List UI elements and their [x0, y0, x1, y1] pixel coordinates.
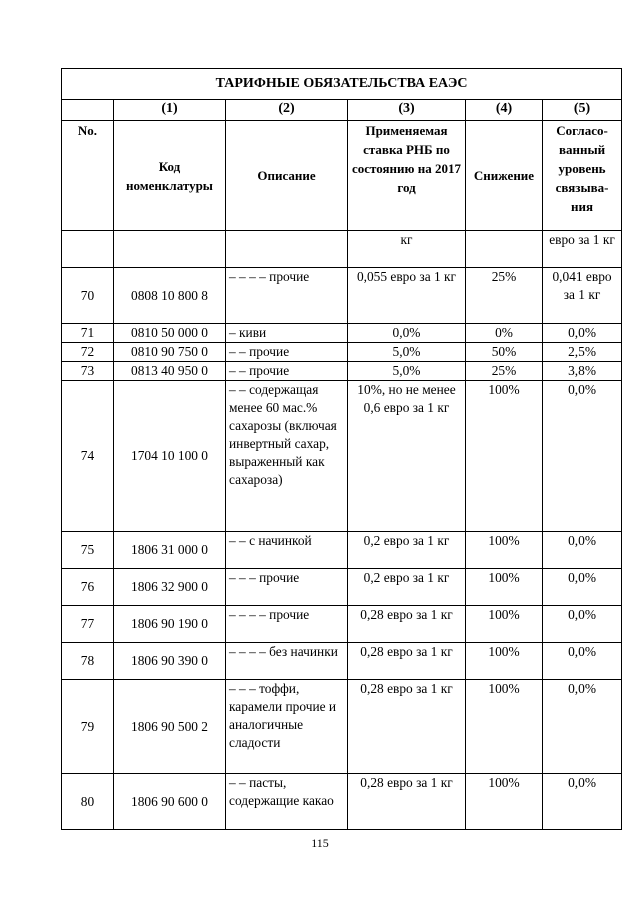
- cell-rate: 10%, но не менее 0,6 евро за 1 кг: [348, 381, 466, 532]
- cell-code: 0810 90 750 0: [114, 343, 226, 362]
- cell-no: 79: [62, 680, 114, 774]
- cell-bound: 0,0%: [543, 381, 622, 532]
- cell-desc: – – – – прочие: [226, 268, 348, 324]
- cell-bound: 0,041 евро за 1 кг: [543, 268, 622, 324]
- cell-no: 74: [62, 381, 114, 532]
- cell-reduction: 50%: [466, 343, 543, 362]
- cell-reduction: 100%: [466, 606, 543, 643]
- cell-reduction: 100%: [466, 643, 543, 680]
- cell-no: 76: [62, 569, 114, 606]
- cell-code: [114, 231, 226, 268]
- cell-no: 71: [62, 324, 114, 343]
- cell-bound: 0,0%: [543, 680, 622, 774]
- cell-code: 1806 90 190 0: [114, 606, 226, 643]
- cell-code: 1806 90 600 0: [114, 774, 226, 830]
- header-description: Описание: [226, 121, 348, 231]
- cell-code: 1704 10 100 0: [114, 381, 226, 532]
- cell-no: 75: [62, 532, 114, 569]
- cell-rate: 0,0%: [348, 324, 466, 343]
- continuation-row: [62, 231, 622, 268]
- column-number: (4): [466, 100, 543, 121]
- cell-code: 1806 31 000 0: [114, 532, 226, 569]
- page-number: 115: [311, 836, 329, 850]
- cell-rate: 0,2 евро за 1 кг: [348, 532, 466, 569]
- cell-bound: 3,8%: [543, 362, 622, 381]
- cell-bound: евро за 1 кг: [543, 231, 622, 268]
- cell-no: 70: [62, 268, 114, 324]
- cell-code: 0813 40 950 0: [114, 362, 226, 381]
- table-row: [62, 381, 622, 532]
- cell-reduction: 25%: [466, 362, 543, 381]
- cell-reduction: 100%: [466, 532, 543, 569]
- tariff-table: [61, 68, 622, 830]
- header-code: Код номенклатуры: [114, 121, 226, 231]
- cell-rate: кг: [348, 231, 466, 268]
- cell-no: 78: [62, 643, 114, 680]
- cell-reduction: [466, 231, 543, 268]
- table-row: [62, 774, 622, 830]
- table-row: [62, 606, 622, 643]
- title-row: [62, 69, 622, 100]
- header-row: [62, 121, 622, 231]
- cell-bound: 0,0%: [543, 324, 622, 343]
- cell-no: 72: [62, 343, 114, 362]
- cell-rate: 0,28 евро за 1 кг: [348, 680, 466, 774]
- cell-reduction: 100%: [466, 569, 543, 606]
- cell-rate: 0,28 евро за 1 кг: [348, 774, 466, 830]
- table-row: [62, 569, 622, 606]
- header-bound: Согласо-ванный уровень связыва-ния: [543, 121, 622, 231]
- cell-rate: 5,0%: [348, 362, 466, 381]
- cell-desc: – – – прочие: [226, 569, 348, 606]
- cell-rate: 0,28 евро за 1 кг: [348, 606, 466, 643]
- cell-desc: – – пасты, содержащие какао: [226, 774, 348, 830]
- cell-no: [62, 231, 114, 268]
- cell-desc: – – – – прочие: [226, 606, 348, 643]
- cell-desc: – – прочие: [226, 343, 348, 362]
- cell-code: 0808 10 800 8: [114, 268, 226, 324]
- cell-rate: 0,055 евро за 1 кг: [348, 268, 466, 324]
- cell-reduction: 100%: [466, 680, 543, 774]
- cell-desc: – – – – без начинки: [226, 643, 348, 680]
- column-number-empty: [62, 100, 114, 121]
- cell-reduction: 100%: [466, 381, 543, 532]
- cell-reduction: 100%: [466, 774, 543, 830]
- cell-no: 80: [62, 774, 114, 830]
- cell-rate: 5,0%: [348, 343, 466, 362]
- cell-desc: – – – тоффи, карамели прочие и аналогичные сладости: [226, 680, 348, 774]
- cell-bound: 0,0%: [543, 774, 622, 830]
- cell-no: 77: [62, 606, 114, 643]
- cell-code: 1806 90 500 2: [114, 680, 226, 774]
- cell-code: 0810 50 000 0: [114, 324, 226, 343]
- cell-reduction: 25%: [466, 268, 543, 324]
- cell-no: 73: [62, 362, 114, 381]
- cell-rate: 0,2 евро за 1 кг: [348, 569, 466, 606]
- cell-reduction: 0%: [466, 324, 543, 343]
- cell-bound: 0,0%: [543, 532, 622, 569]
- cell-code: 1806 90 390 0: [114, 643, 226, 680]
- cell-desc: – киви: [226, 324, 348, 343]
- table-row: [62, 643, 622, 680]
- table-row: [62, 268, 622, 324]
- column-number: (2): [226, 100, 348, 121]
- table-row: [62, 680, 622, 774]
- cell-bound: 0,0%: [543, 606, 622, 643]
- column-number: (1): [114, 100, 226, 121]
- cell-bound: 0,0%: [543, 643, 622, 680]
- cell-desc: [226, 231, 348, 268]
- header-rate: Применяемая ставка РНБ по состоянию на 2017 год: [348, 121, 466, 231]
- cell-code: 1806 32 900 0: [114, 569, 226, 606]
- column-number-row: [62, 100, 622, 121]
- cell-rate: 0,28 евро за 1 кг: [348, 643, 466, 680]
- header-reduction: Снижение: [466, 121, 543, 231]
- cell-bound: 2,5%: [543, 343, 622, 362]
- cell-desc: – – с начинкой: [226, 532, 348, 569]
- cell-desc: – – содержащая менее 60 мас.% сахарозы (включая инвертный сахар, выраженный как сахароза): [226, 381, 348, 532]
- table-row: [62, 343, 622, 362]
- table-row: [62, 362, 622, 381]
- table-row: [62, 532, 622, 569]
- cell-bound: 0,0%: [543, 569, 622, 606]
- table-row: [62, 324, 622, 343]
- table-title: ТАРИФНЫЕ ОБЯЗАТЕЛЬСТВА ЕАЭС: [62, 69, 622, 100]
- column-number: (3): [348, 100, 466, 121]
- column-number: (5): [543, 100, 622, 121]
- header-no: No.: [62, 121, 114, 231]
- cell-desc: – – прочие: [226, 362, 348, 381]
